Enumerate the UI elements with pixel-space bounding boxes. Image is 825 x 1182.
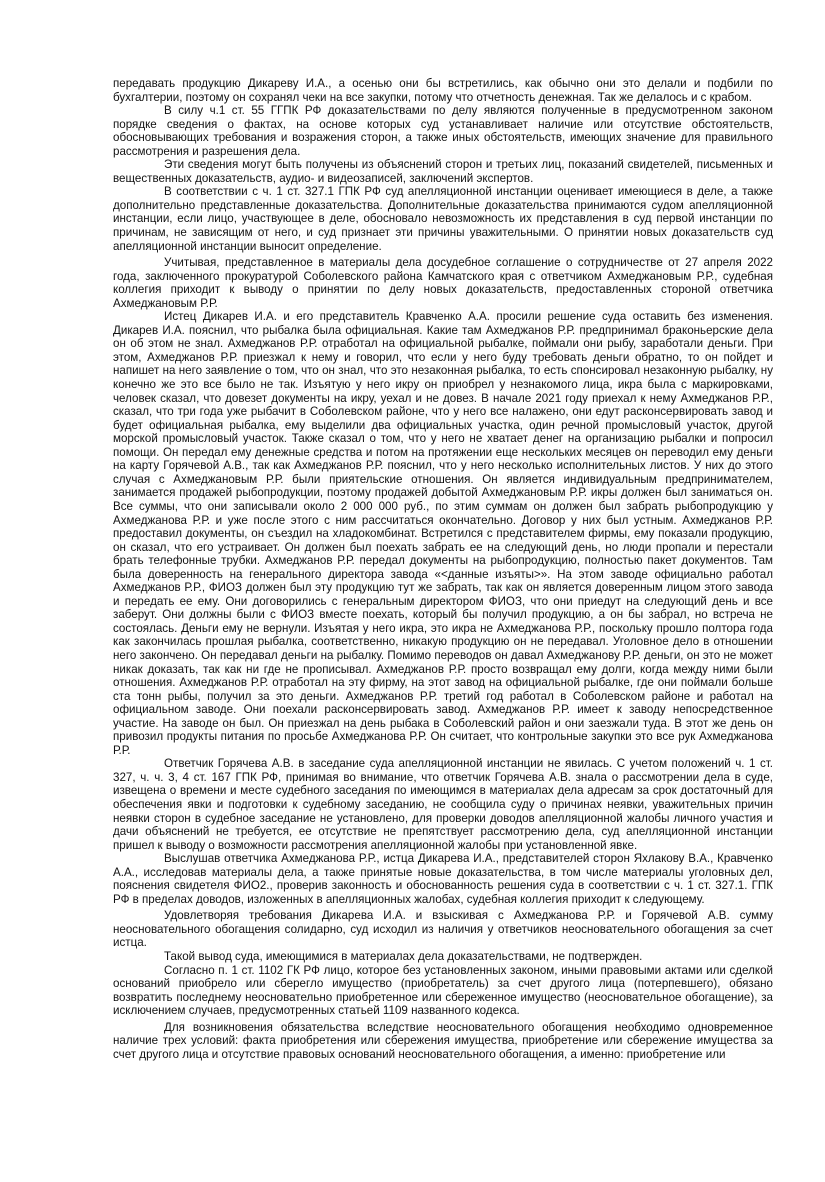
paragraph-2: В силу ч.1 ст. 55 ГГПК РФ доказательствами по делу являются полученные в предусмотренном законом порядке сведения о фактах, на основе которых суд устанавливает наличие или отсутствие обстоятельств, обосновывающих требования и возражения сторон, а также иных обстоятельств, имеющих значение для правильного рассмотрения и разрешения дела.	[113, 104, 773, 158]
paragraph-5: Учитывая, представленное в материалы дела досудебное соглашение о сотрудничестве от 27 апреля 2022 года, заключенного прокуратурой Соболевского района Камчатского края с ответчиком Ахмеджановым Р.Р., судебная коллегия приходит к выводу о принятии по делу новых доказательств, предоставленных стороной ответчика Ахмеджановым Р.Р.	[113, 256, 773, 310]
paragraph-1: передавать продукцию Дикареву И.А., а осенью они бы встретились, как обычно они это делали и подбили по бухгалтерии, поэтому он сохранял чеки на все закупки, потому что отчетность денежная. Так же делалось и с крабом.	[113, 77, 773, 104]
paragraph-12: Для возникновения обязательства вследствие неосновательного обогащения необходимо одновременное наличие трех условий: факта приобретения или сбережения имущества, приобретение или сбережение имущества за счет другого лица и отсутствие правовых оснований неосновательного обогащения, а именно: приобретение или	[113, 1020, 773, 1061]
paragraph-6: Истец Дикарев И.А. и его представитель Кравченко А.А. просили решение суда оставить без изменения. Дикарев И.А. пояснил, что рыбалка была официальная. Какие там Ахмеджанов Р.Р. предпринимал браконьерские дела он об этом не знал. Ахмеджанов Р.Р. отработал на официальной рыбалке, поймали они рыбу, заработали деньги. При этом, Ахмеджанов Р.Р. приезжал к нему и говорил, что если у него буду требовать деньги обратно, то он пойдет и напишет на него заявление о том, что он знал, что это незаконная рыбалка, то есть спонсировал незаконную рыбалку, ну конечно же это все было не так. Изъятую у него икру он приобрел у незнакомого лица, икра была с маркировками, человек сказал, что довезет документы на икру, уехал и не довез. В начале 2021 году приехал к нему Ахмеджанов Р.Р., сказал, что три года уже рыбачит в Соболевском районе, что у него все налажено, они едут расконсервировать завод и будет официальная рыбалка, ему выделили два официальных участка, один речной промысловый участок, другой морской промысловый участок. Также сказал о том, что у него не хватает денег на организацию рыбалки и попросил помощи. Он передал ему денежные средства и потом на протяжении еще нескольких месяцев он переводил ему деньги на карту Горячевой А.В., так как Ахмеджанов Р.Р. пояснил, что у него несколько исполнительных листов. У них до этого случая с Ахмеджановым Р.Р. были приятельские отношения. Он является индивидуальным предпринимателем, занимается продажей рыбопродукции, поэтому продажей добытой Ахмеджановым Р.Р. икры должен был заниматься он. Все суммы, что они записывали около 2 000 000 руб., по этим суммам он должен был забрать рыбопродукцию у Ахмеджанова Р.Р. и уже после этого с ним рассчитаться окончательно. Договор у них был устным. Ахмеджанов Р.Р. предоставил документы, он съездил на хладокомбинат. Встретился с представителем фирмы, ему показали продукцию, он сказал, что его устраивает. Он должен был поехать забрать ее на следующий день, но люди пропали и перестали брать телефонные трубки. Ахмеджанов Р.Р. передал документы на рыбопродукцию, полностью пакет документов. Там была доверенность на генерального директора завода «<данные изъяты>». На этом заводе официально работал Ахмеджанов Р.Р., ФИОЗ должен был эту продукцию тут же забрать, так как он является доверенным лицом этого завода и передать ее ему. Они договорились с генеральным директором ФИОЗ, что они приедут на следующий день и все заберут. Они должны были с ФИОЗ вместе поехать, который бы получил продукцию, а он бы забрал, но встреча не состоялась. Деньги ему не вернули. Изъятая у него икра, это икра не Ахмеджанова Р.Р., поскольку прошло полтора года как закончилась прошлая рыбалка, соответственно, никакую продукцию он не передавал. Уголовное дело в отношении него закончено. Он передавал деньги на рыбалку. Помимо переводов он давал Ахмеджанову Р.Р. деньги, он это не может никак доказать, так как ни где не прописывал. Ахмеджанов Р.Р. просто возвращал ему долги, когда между ними были отношения. Ахмеджанов Р.Р. отработал на эту фирму, на этот завод на официальной рыбалке, где они поймали больше ста тонн рыбы, получил за это деньги. Ахмеджанов Р.Р. третий год работал в Соболевском районе и работал на официальном заводе. Они поехали расконсервировать завод. Ахмеджанов Р.Р. имеет к заводу непосредственное участие. На заводе он был. Он приезжал на день рыбака в Соболевский район и они заезжали туда. В этот же день он привозил продукты питания по просьбе Ахмеджанова Р.Р. Он считает, что контрольные закупки это все рук Ахмеджанова Р.Р.	[113, 310, 773, 757]
paragraph-10: Такой вывод суда, имеющимися в материалах дела доказательствами, не подтвержден.	[164, 950, 643, 963]
paragraph-9: Удовлетворяя требования Дикарева И.А. и взыскивая с Ахмеджанова Р.Р. и Горячевой А.В. сумму неосновательного обогащения солидарно, суд исходил из наличия у ответчиков неосновательного обогащения за счет истца.	[113, 909, 773, 950]
paragraph-4: В соответствии с ч. 1 ст. 327.1 ГПК РФ суд апелляционной инстанции оценивает имеющиеся в деле, а также дополнительно представленные доказательства. Дополнительные доказательства принимаются судом апелляционной инстанции, если лицо, участвующее в деле, обосновало невозможность их представления в суд первой инстанции по причинам, не зависящим от него, и суд признает эти причины уважительными. О принятии новых доказательств суд апелляционной инстанции выносит определение.	[113, 185, 773, 253]
paragraph-11: Согласно п. 1 ст. 1102 ГК РФ лицо, которое без установленных законом, иными правовыми актами или сделкой оснований приобрело или сберегло имущество (приобретатель) за счет другого лица (потерпевшего), обязано возвратить последнему неосновательно приобретенное или сбереженное имущество (неосновательное обогащение), за исключением случаев, предусмотренных статьей 1109 названного кодекса.	[113, 963, 773, 1018]
paragraph-3: Эти сведения могут быть получены из объяснений сторон и третьих лиц, показаний свидетелей, письменных и вещественных доказательств, аудио- и видеозаписей, заключений экспертов.	[113, 158, 773, 185]
paragraph-7: Ответчик Горячева А.В. в заседание суда апелляционной инстанции не явилась. С учетом положений ч. 1 ст. 327, ч. ч. 3, 4 ст. 167 ГПК РФ, принимая во внимание, что ответчик Горячева А.В. знала о рассмотрении дела в суде, извещена о времени и месте судебного заседания по имеющимся в материалах дела адресам за срок достаточный для обеспечения явки и подготовки к судебному заседанию, не сообщила суду о причинах неявки, уважительных причин неявки сторон в судебное заседание не установлено, для проверки доводов апелляционной жалобы личного участия и дачи объяснений не требуется, ее отсутствие не препятствует рассмотрению дела, суд апелляционной инстанции пришел к выводу о возможности рассмотрения апелляционной жалобы при установленной явке.	[113, 757, 773, 852]
document-page	[113, 77, 773, 1061]
paragraph-8: Выслушав ответчика Ахмеджанова Р.Р., истца Дикарева И.А., представителей сторон Яхлакову В.А., Кравченко А.А., исследовав материалы дела, а также принятые новые доказательства, в том числе материалы уголовных дел, пояснения свидетеля ФИО2., проверив законность и обоснованность решения суда в соответствии с ч. 1 ст. 327.1. ГПК РФ в пределах доводов, изложенных в апелляционных жалобах, судебная коллегия приходит к следующему.	[113, 852, 773, 906]
